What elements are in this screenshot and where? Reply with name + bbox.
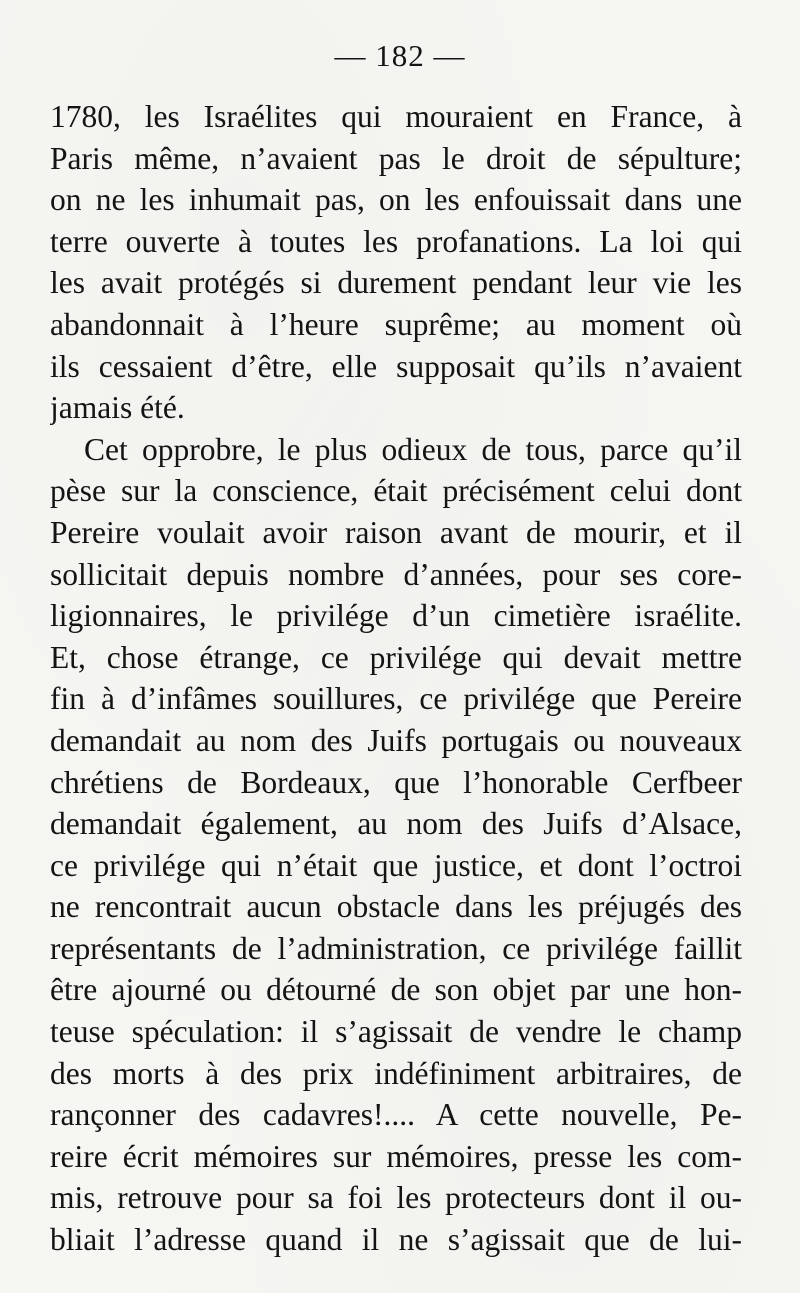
text-line: pèse sur la conscience, était précisément celui dont bbox=[50, 473, 742, 509]
text-line: sollicitait depuis nombre d’années, pour ses core- bbox=[50, 556, 742, 592]
text-line: demandait également, au nom des Juifs d’Alsace, bbox=[50, 806, 742, 842]
text-line: être ajourné ou détourné de son objet par une hon- bbox=[50, 972, 742, 1008]
body-text bbox=[50, 96, 742, 1261]
text-line: chrétiens de Bordeaux, que l’honorable Cerfbeer bbox=[50, 764, 742, 800]
text-line: fin à d’infâmes souillures, ce privilége que Pereire bbox=[50, 681, 742, 717]
text-line: bliait l’adresse quand il ne s’agissait que de lui- bbox=[50, 1222, 742, 1258]
text-line: Et, chose étrange, ce privilége qui devait mettre bbox=[50, 639, 742, 675]
text-line: rançonner des cadavres!.... A cette nouvelle, Pe- bbox=[50, 1097, 742, 1133]
text-line: des morts à des prix indéfiniment arbitraires, de bbox=[50, 1055, 742, 1091]
page-number: — 182 — bbox=[334, 38, 466, 73]
text-line: ne rencontrait aucun obstacle dans les préjugés des bbox=[50, 889, 742, 925]
text-line: abandonnait à l’heure suprême; au moment où bbox=[50, 306, 742, 342]
text-line: teuse spéculation: il s’agissait de vendre le champ bbox=[50, 1014, 742, 1050]
text-line: les avait protégés si durement pendant leur vie les bbox=[50, 265, 742, 301]
text-line: mis, retrouve pour sa foi les protecteurs dont il ou- bbox=[50, 1180, 742, 1216]
text-line: jamais été. bbox=[50, 390, 185, 426]
text-line: ligionnaires, le privilége d’un cimetière israélite. bbox=[50, 598, 742, 634]
text-line: 1780, les Israélites qui mouraient en France, à bbox=[50, 99, 742, 134]
text-line: Pereire voulait avoir raison avant de mourir, et il bbox=[50, 514, 742, 550]
text-line: ils cessaient d’être, elle supposait qu’ils n’avaient bbox=[50, 348, 742, 384]
text-line: on ne les inhumait pas, on les enfouissait dans une bbox=[50, 182, 742, 218]
text-line: demandait au nom des Juifs portugais ou nouveaux bbox=[50, 722, 742, 758]
text-line: Paris même, n’avaient pas le droit de sépulture; bbox=[50, 140, 742, 176]
text-line: ce privilége qui n’était que justice, et dont l’octroi bbox=[50, 847, 742, 883]
text-line: terre ouverte à toutes les profanations. La loi qui bbox=[50, 223, 742, 259]
text-line: reire écrit mémoires sur mémoires, presse les com- bbox=[50, 1138, 742, 1174]
paragraph-start-line: Cet opprobre, le plus odieux de tous, parce qu’il bbox=[84, 431, 742, 467]
text-line: représentants de l’administration, ce privilége faillit bbox=[50, 930, 742, 966]
